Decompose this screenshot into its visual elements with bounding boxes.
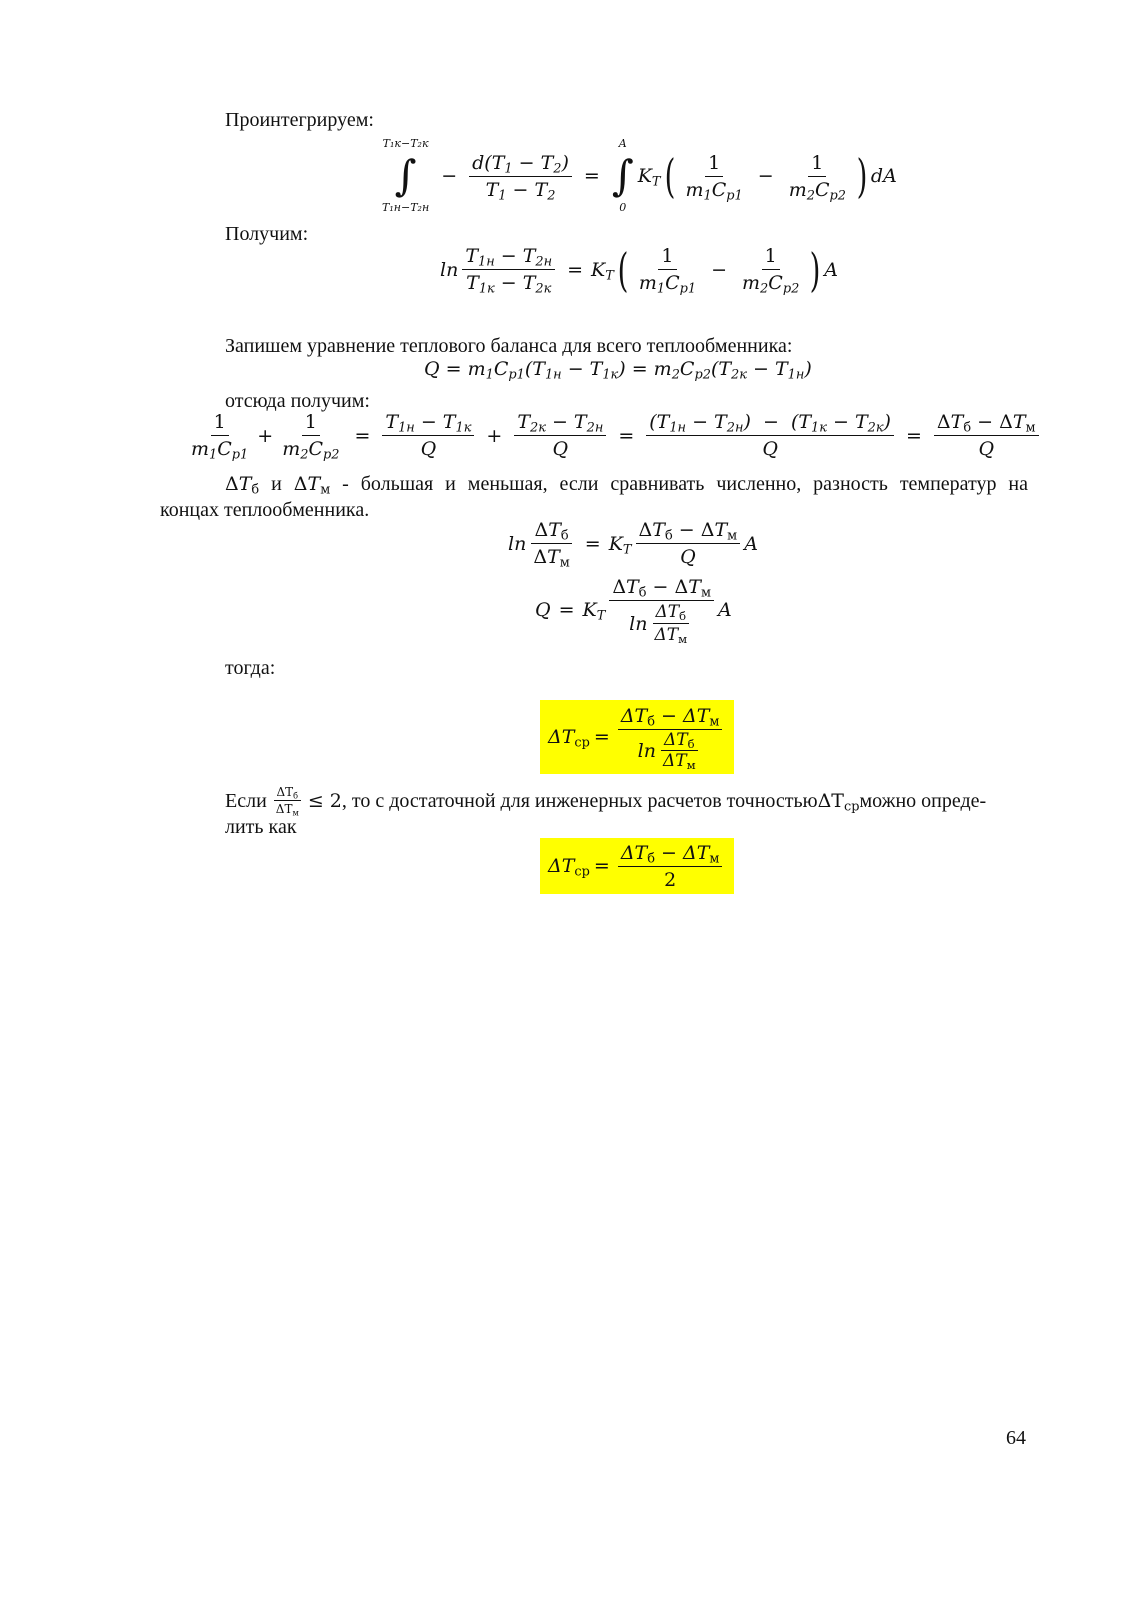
text-hence: отсюда получим:	[225, 390, 370, 412]
text-delta-definition: $\Delta T_б$ и $\Delta T_м$ - большая и меньшая, если сравнивать численно, разность температур на	[225, 473, 1029, 498]
text-if-condition: Если $\frac{\Delta T_б}{\Delta T_м}$ ≤ 2 , то с достаточной для инженерных расчетов точностью $\Delta T_{ср}$ можно опреде-	[225, 785, 987, 818]
equation-q: Q = $K_T$ $\Delta T_б - \Delta T_м$ ln $\frac{\Delta T_б}{\Delta T_м}$ A	[535, 576, 732, 647]
integral-right: A ∫ 0	[611, 137, 634, 214]
text-if-line2: лить как	[225, 816, 297, 838]
equation-heat-balance: $Q = m_1C_{p1}(T_{1н} - T_{1к}) = m_2C_{p2}(T_{2к} - T_{1н})$	[424, 358, 812, 383]
fraction-dt: $\frac{d(T_1 - T_2)}{T_1 - T_2}$	[469, 151, 572, 202]
equation-ln-ratio: ln $\frac{T_{1н} - T_{2н}}{T_{1к} - T_{2к}}$ = $K_T$ ( $\frac{1}{m_1C_{p1}}$ − $\frac{1}{m_2C_{p2}}$ ) A	[440, 242, 838, 297]
equation-chain: $\frac{1}{m_1C_{p1}}$ + $\frac{1}{m_2C_{p2}}$ = $\frac{T_{1н} - T_{1к}}{Q}$ + $\frac{T_{2к} - T_{2н}}{Q}$ = $\frac{(T_{1н} - T_{2н}) - (T_{1к} - T_{2к})}{Q}$ = $\frac{\Delta T_б - \Delta T_м}{Q}$	[184, 410, 1043, 461]
text-then: тогда:	[225, 657, 276, 679]
equation-ln-delta: ln $\frac{\Delta T_б}{\Delta T_м}$ = $K_T$ $\frac{\Delta T_б - \Delta T_м}{Q}$ A	[508, 519, 758, 571]
integral-left: T₁к−T₂к ∫ T₁н−T₂н	[382, 137, 430, 214]
text-balance-intro: Запишем уравнение теплового баланса для всего теплообменника:	[225, 335, 793, 357]
text-integrate: Проинтегрируем:	[225, 109, 374, 131]
text-delta-definition-line2: концах теплообменника.	[160, 499, 370, 521]
formula-arithmetic-mean-temp-diff: $\Delta T_{ср}$ = $\frac{\Delta T_б - \Delta T_м}{2}$	[540, 838, 734, 894]
page-number: 64	[1006, 1427, 1026, 1449]
text-obtain: Получим:	[225, 223, 309, 245]
formula-mean-log-temp-diff: $\Delta T_{ср}$ = $\Delta T_б - \Delta T_м$ ln $\frac{\Delta T_б}{\Delta T_м}$	[540, 700, 734, 774]
equation-integral: T₁к−T₂к ∫ T₁н−T₂н − $\frac{d(T_1 - T_2)}{T_1 - T_2}$ = A ∫ 0 $K_T$ ( $\frac{1}{m_1C_{p1}}$ − $\frac{1}{m_2C_{p2}}$ ) dA	[382, 137, 897, 214]
